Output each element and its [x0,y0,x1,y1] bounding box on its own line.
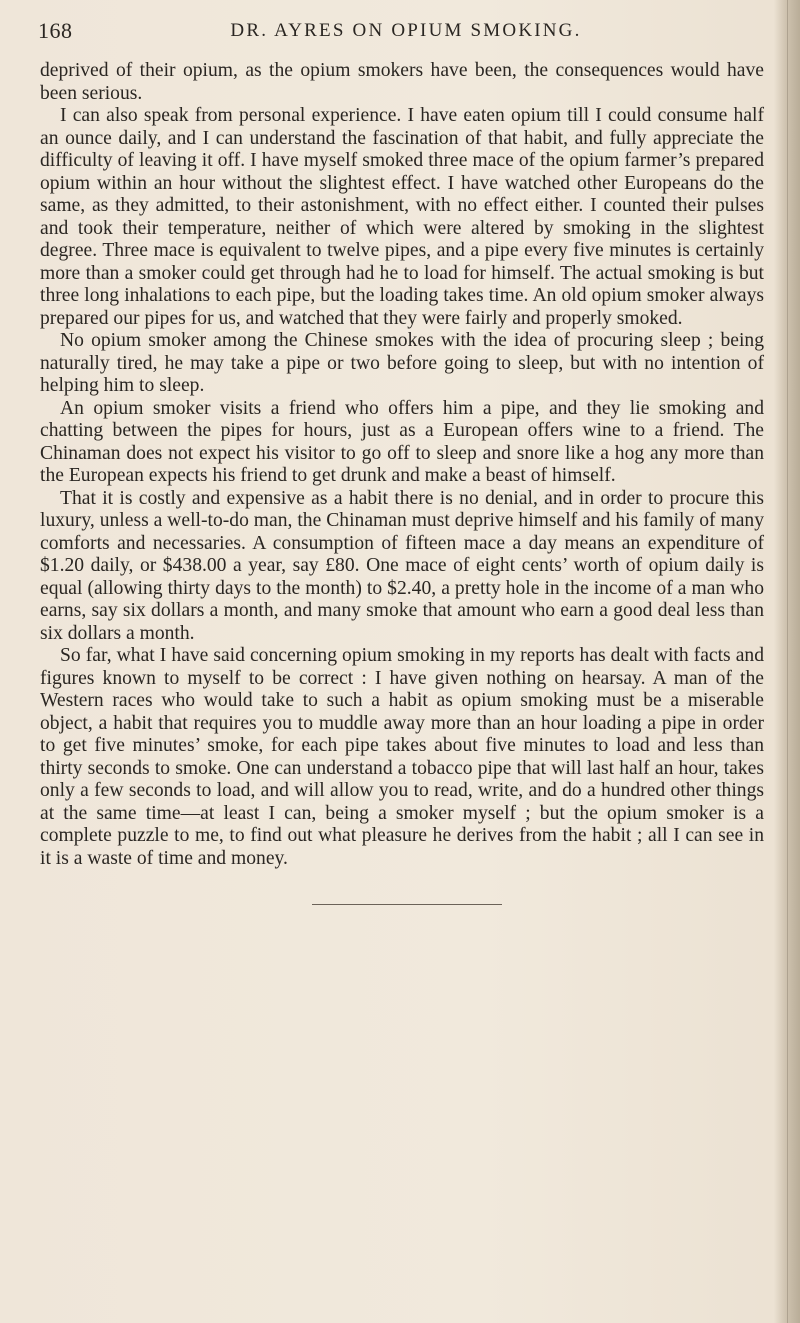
page-number: 168 [38,18,73,43]
paragraph: No opium smoker among the Chinese smokes with the idea of procuring sleep ; being naturally tired, he may take a pipe or two before going to sleep, but with no intention of helping him to sleep. [40,330,764,396]
paragraph: So far, what I have said concerning opium smoking in my reports has dealt with facts and figures known to myself to be correct : I have given nothing on hearsay. A man of the Western races who would take to such a habit as opium smoking must be a miserable object, a habit that requires you to muddle away more than an hour loading a pipe in order to get five minutes’ smoke, for each pipe takes about five minutes to load and less than thirty seconds to smoke. One can understand a tobacco pipe that will last half an hour, takes only a few seconds to load, and will allow you to read, write, and do a hundred other things at the same time—at least I can, being a smoker myself ; but the opium smoker is a complete puzzle to me, to find out what pleasure he derives from the habit ; all I can see in it is a waste of time and money. [40,645,764,869]
paragraph: I can also speak from personal experience. I have eaten opium till I could consume half an ounce daily, and I can understand the fascination of that habit, and fully appreciate the difficulty of leaving it off. I have myself smoked three mace of the opium farmer’s prepared opium within an hour without the slightest effect. I have watched other Europeans do the same, as they admitted, to their astonishment, with no effect either. I counted their pulses and took their temperature, neither of which were altered by smoking in the slightest degree. Three mace is equivalent to twelve pipes, and a pipe every five minutes is certainly more than a smoker could get through had he to load for himself. The actual smoking is but three long inhalations to each pipe, but the loading takes time. An old opium smoker always prepared our pipes for us, and watched that they were fairly and properly smoked. [40,105,764,329]
paragraph: That it is costly and expensive as a habit there is no denial, and in order to procure this luxury, unless a well-to-do man, the Chinaman must deprive himself and his family of many comforts and necessaries. A consumption of fifteen mace a day means an expenditure of $1.20 daily, or $438.00 a year, say £80. One mace of eight cents’ worth of opium daily is equal (allowing thirty days to the month) to $2.40, a pretty hole in the income of a man who earns, say six dollars a month, and many smoke that amount who earn a good deal less than six dollars a month. [40,487,764,644]
closing-rule [312,904,502,905]
page-edge-line [787,0,788,1323]
paragraph-continued: deprived of their opium, as the opium smokers have been, the consequences would have been serious. [40,60,764,104]
paragraph: An opium smoker visits a friend who offers him a pipe, and they lie smoking and chatting between the pipes for hours, just as a European offers wine to a friend. The Chinaman does not expect his visitor to go off to sleep and snore like a hog any more than the European expects his friend to get drunk and make a beast of himself. [40,397,764,486]
body-text [40,60,764,870]
running-head: DR. AYRES ON OPIUM SMOKING. [230,20,582,41]
page-header [38,18,774,48]
